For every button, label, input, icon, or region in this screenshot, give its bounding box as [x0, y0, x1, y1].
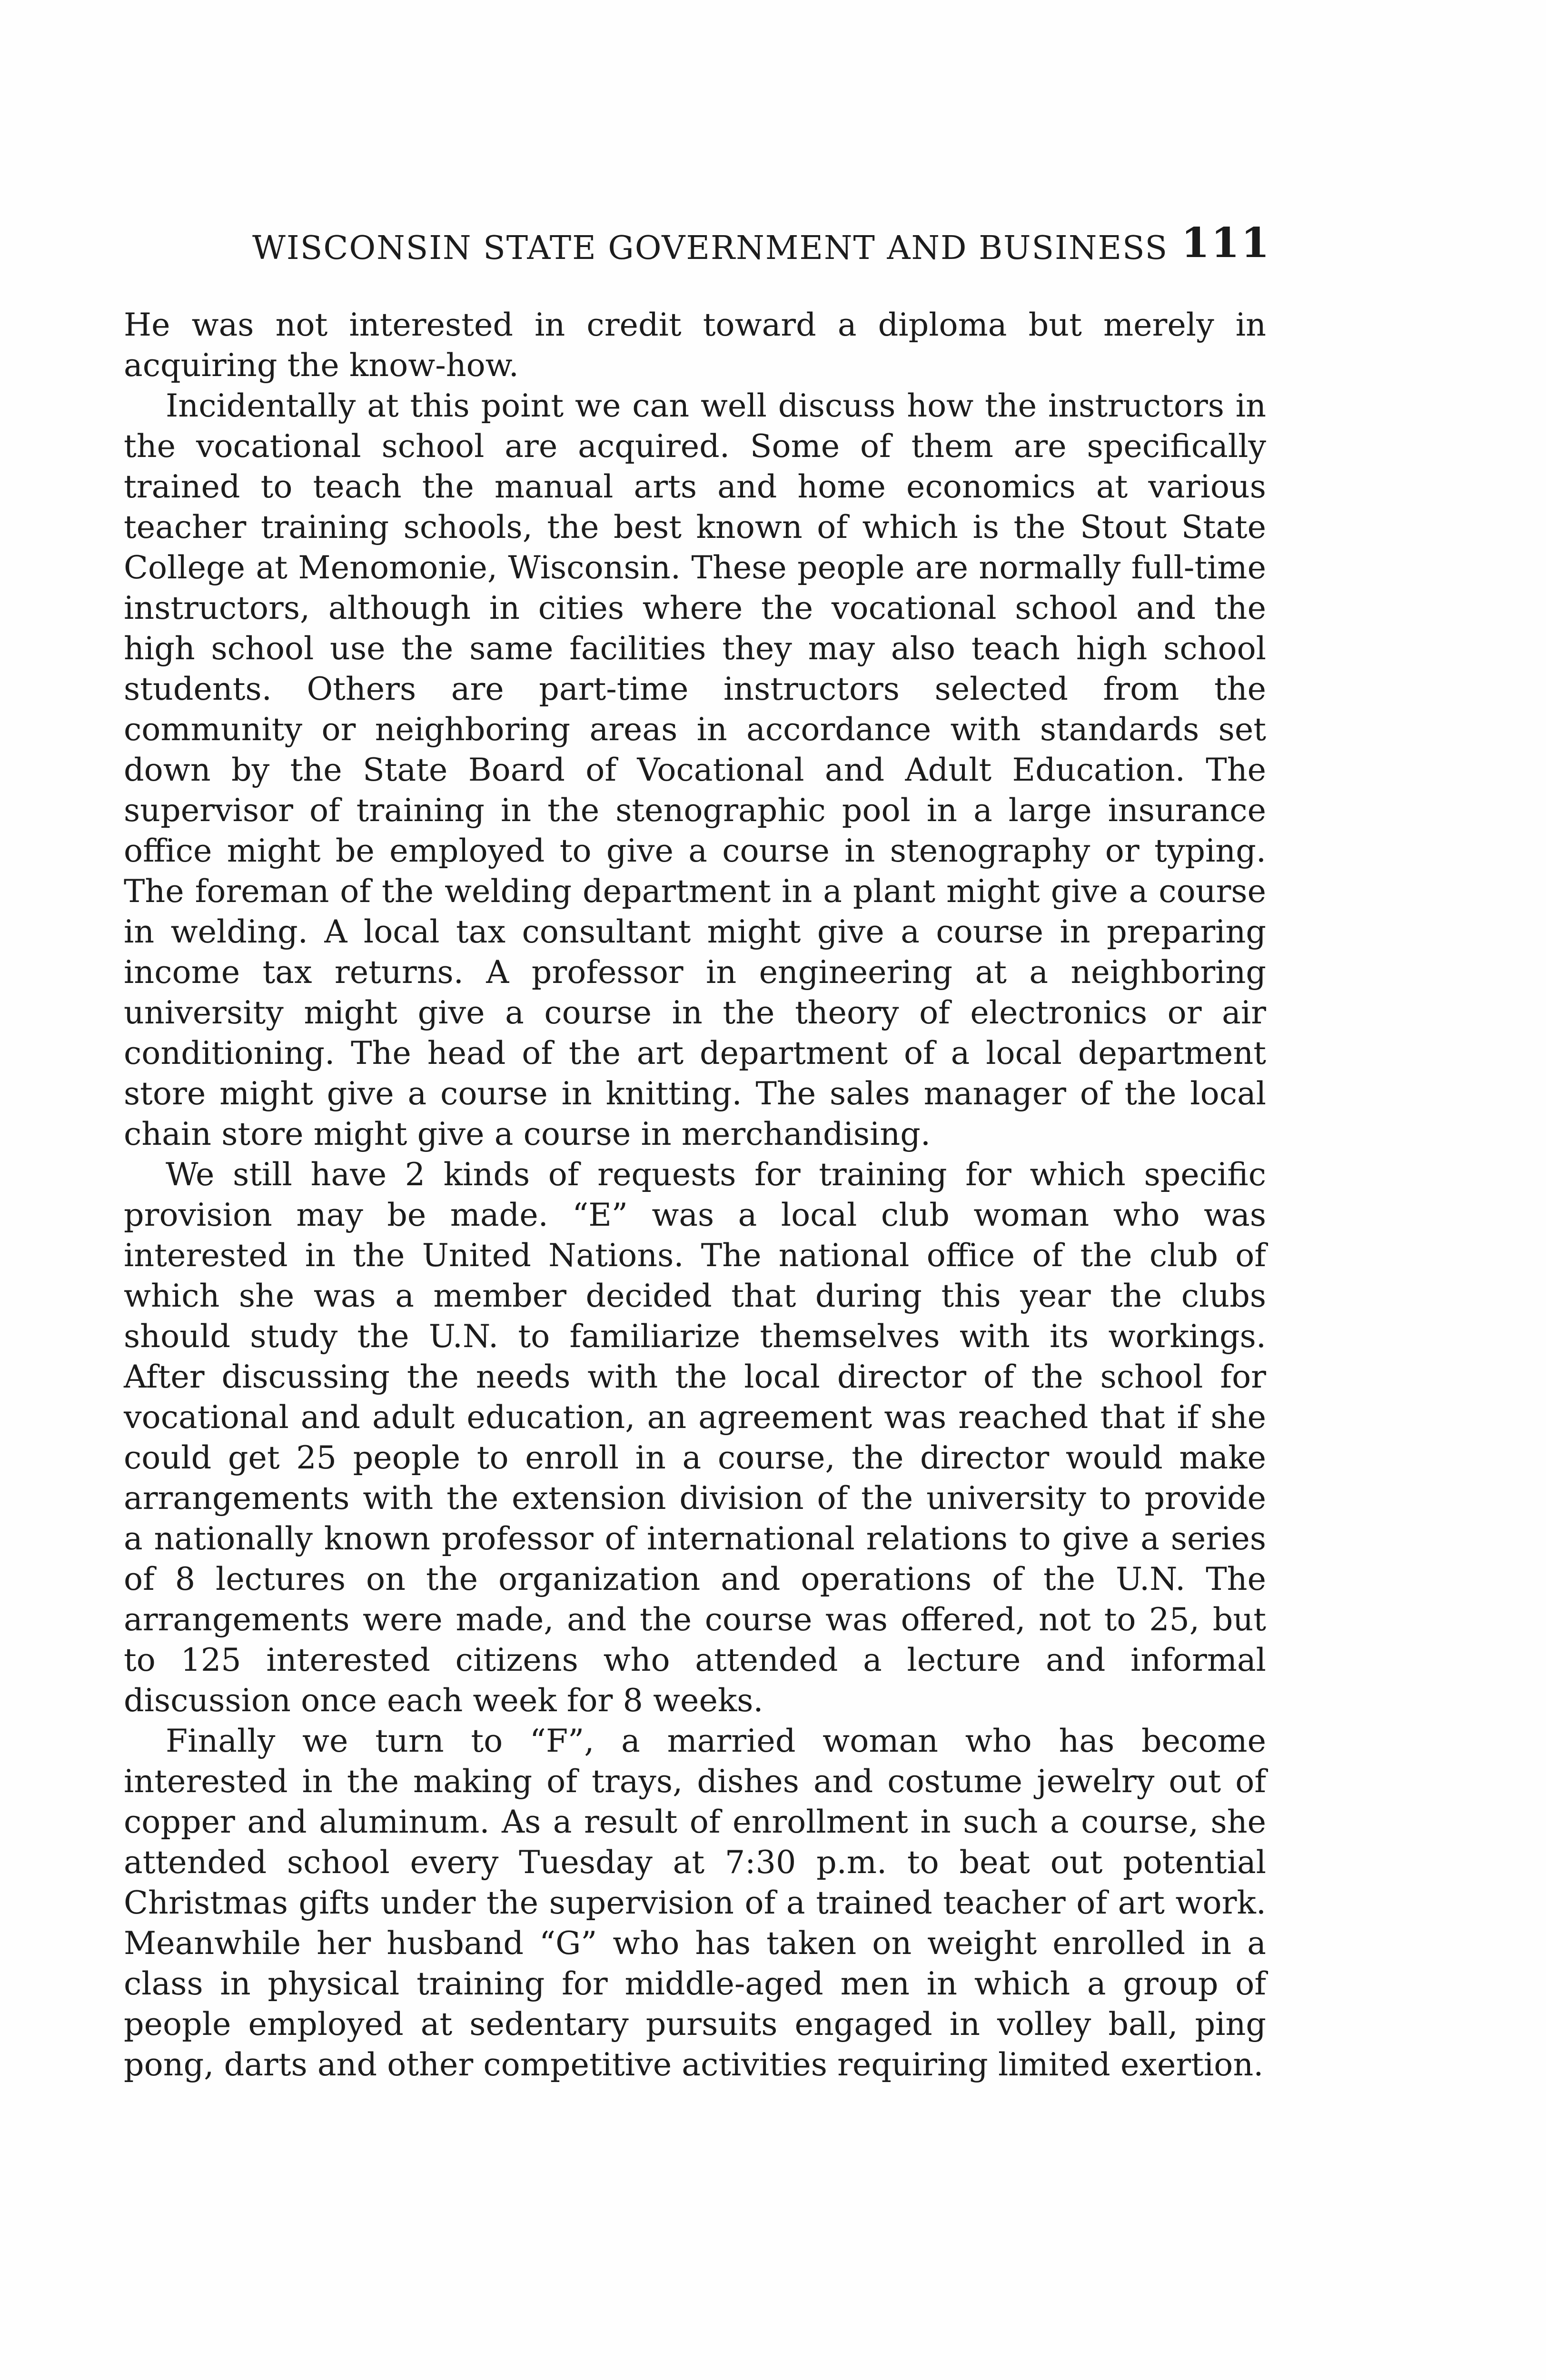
running-head: WISCONSIN STATE GOVERNMENT AND BUSINESS [252, 229, 1169, 267]
page-header [129, 219, 1271, 281]
page-number: 111 [1181, 219, 1271, 267]
paragraph-married-woman: Finally we turn to “F”, a married woman who has become interested in the making of trays, dishes and costume jewelry out of copper and aluminum. As a result of enrollment in such a course, she attended school every Tuesday at 7:30 p.m. to beat out potential Christmas gifts under the supervision of a trained teacher of art work. Meanwhile her husband “G” who has taken on weight enrolled in a class in physical training for middle-aged men in which a group of people employed at sedentary pursuits engaged in volley ball, ping pong, darts and other competitive activities requiring limited exertion. [124, 1722, 1266, 2083]
paragraph-instructors: Incidentally at this point we can well discuss how the instructors in the vocational school are acquired. Some of them are specifically trained to teach the manual arts and home economics at various teacher training schools, the best known of which is the Stout State College at Menomonie, Wisconsin. These people are normally full-time instructors, although in cities where the vocational school and the high school use the same facilities they may also teach high school students. Others are part-time instructors selected from the community or neighboring areas in accordance with standards set down by the State Board of Vocational and Adult Education. The supervisor of training in the stenographic pool in a large insurance office might be employed to give a course in stenography or typing. The foreman of the welding department in a plant might give a course in welding. A local tax consultant might give a course in preparing income tax returns. A professor in engineering at a neighboring university might give a course in the theory of electronics or air conditioning. The head of the art department of a local department store might give a course in knitting. The sales manager of the local chain store might give a course in merchandising. [124, 387, 1266, 1152]
body-text [124, 305, 1266, 2085]
paragraph-continuation: He was not interested in credit toward a diploma but merely in acquiring the know-how. [124, 306, 1266, 384]
paragraph-club-woman: We still have 2 kinds of requests for training for which specific provision may be made. “E” was a local club woman who was interested in the United Nations. The national office of the club of which she was a member decided that during this year the clubs should study the U.N. to familiarize themselves with its workings. After discussing the needs with the local director of the school for vocational and adult education, an agreement was reached that if she could get 25 people to enroll in a course, the director would make arrangements with the extension division of the university to provide a nationally known professor of international relations to give a series of 8 lectures on the organization and operations of the U.N. The arrangements were made, and the course was offered, not to 25, but to 125 interested citizens who attended a lecture and informal discussion once each week for 8 weeks. [124, 1156, 1266, 1719]
